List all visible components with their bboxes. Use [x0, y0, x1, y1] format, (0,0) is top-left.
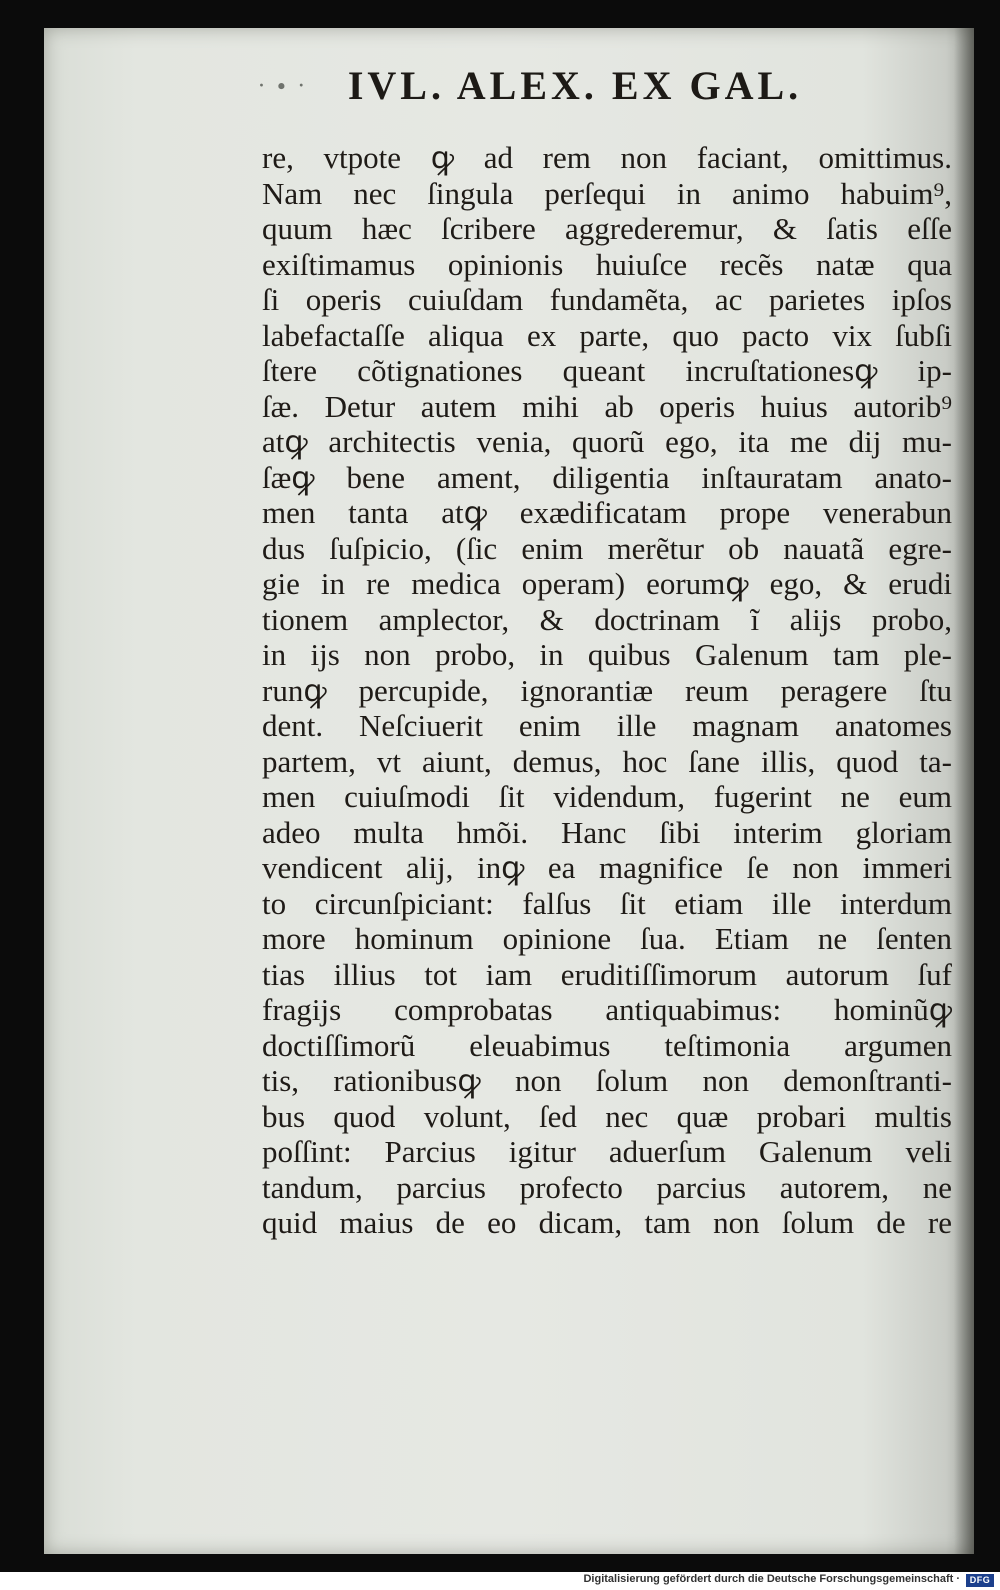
- text-line: Nam nec ſingula perſequi in animo habuim⁹,: [262, 175, 952, 211]
- text-line: ſæ. Detur autem mihi ab operis huius autorib⁹: [262, 388, 952, 424]
- text-line: gie in re medica operam) eorumꝙ ego, & erudi: [262, 566, 952, 601]
- text-line: exiſtimamus opinionis huiuſce recẽs natæ qua: [262, 246, 952, 282]
- text-line: atꝙ architectis venia, quorũ ego, ita me dij mu-: [262, 424, 952, 459]
- running-head: IVL. ALEX. EX GAL.: [347, 63, 803, 108]
- page-edge-shadow: [954, 28, 974, 1554]
- text-line: vendicent alij, inꝙ ea magnifice ſe non immeri: [262, 850, 952, 885]
- text-line: runꝙ percupide, ignorantiæ reum peragere ſtu: [262, 672, 952, 708]
- text-line: ſi operis cuiuſdam fundamẽta, ac parietes ipſos: [262, 282, 952, 317]
- text-line: men tanta atꝙ exædificatam prope venerabun: [262, 495, 952, 530]
- body-text: [262, 140, 952, 1241]
- text-line: bus quod volunt, ſed nec quæ probari multis: [262, 1098, 952, 1134]
- text-line: tis, rationibusꝙ non ſolum non demonſtranti-: [262, 1063, 952, 1098]
- text-line: dus ſuſpicio, (ſic enim merẽtur ob nauatã egre-: [262, 530, 952, 566]
- text-line: tias illius tot iam eruditiſſimorum autorum ſuf: [262, 956, 952, 992]
- text-line: fragijs comprobatas antiquabimus: hominũꝙ: [262, 992, 952, 1027]
- text-line: tandum, parcius profecto parcius autorem, ne: [262, 1169, 952, 1205]
- ornament-mark: · ∙ ·: [258, 74, 307, 99]
- text-line: quum hæc ſcribere aggrederemur, & ſatis eſſe: [262, 211, 952, 246]
- text-line: poſſint: Parcius igitur aduerſum Galenum veli: [262, 1134, 952, 1169]
- text-line: ſæꝙ bene ament, diligentia inſtauratam anato-: [262, 459, 952, 495]
- text-line: dent. Neſciuerit enim ille magnam anatomes: [262, 708, 952, 743]
- text-line: ſtere cõtignationes queant incruſtationesꝙ ip-: [262, 353, 952, 388]
- text-line: tionem amplector, & doctrinam ĩ alijs probo,: [262, 601, 952, 637]
- text-line: partem, vt aiunt, demus, hoc ſane illis, quod ta-: [262, 743, 952, 779]
- text-line: doctiſſimorũ eleuabimus teſtimonia argumen: [262, 1027, 952, 1063]
- text-line: quid maius de eo dicam, tam non ſolum de re: [262, 1205, 952, 1240]
- footer-credit: Digitalisierung gefördert durch die Deutsche Forschungsgemeinschaft ·: [583, 1573, 960, 1585]
- text-line: more hominum opinione ſua. Etiam ne ſenten: [262, 921, 952, 956]
- text-line: re, vtpote ꝙ ad rem non faciant, omittimus.: [262, 140, 952, 175]
- text-line: labefactaſſe aliqua ex parte, quo pacto vix ſubſi: [262, 317, 952, 353]
- text-line: in ijs non probo, in quibus Galenum tam ple-: [262, 637, 952, 672]
- text-line: to circunſpiciant: falſus ſit etiam ille interdum: [262, 885, 952, 921]
- dfg-logo: DFG: [966, 1574, 994, 1587]
- text-line: adeo multa hmõi. Hanc ſibi interim gloriam: [262, 814, 952, 850]
- text-line: men cuiuſmodi ſit videndum, fugerint ne eum: [262, 779, 952, 814]
